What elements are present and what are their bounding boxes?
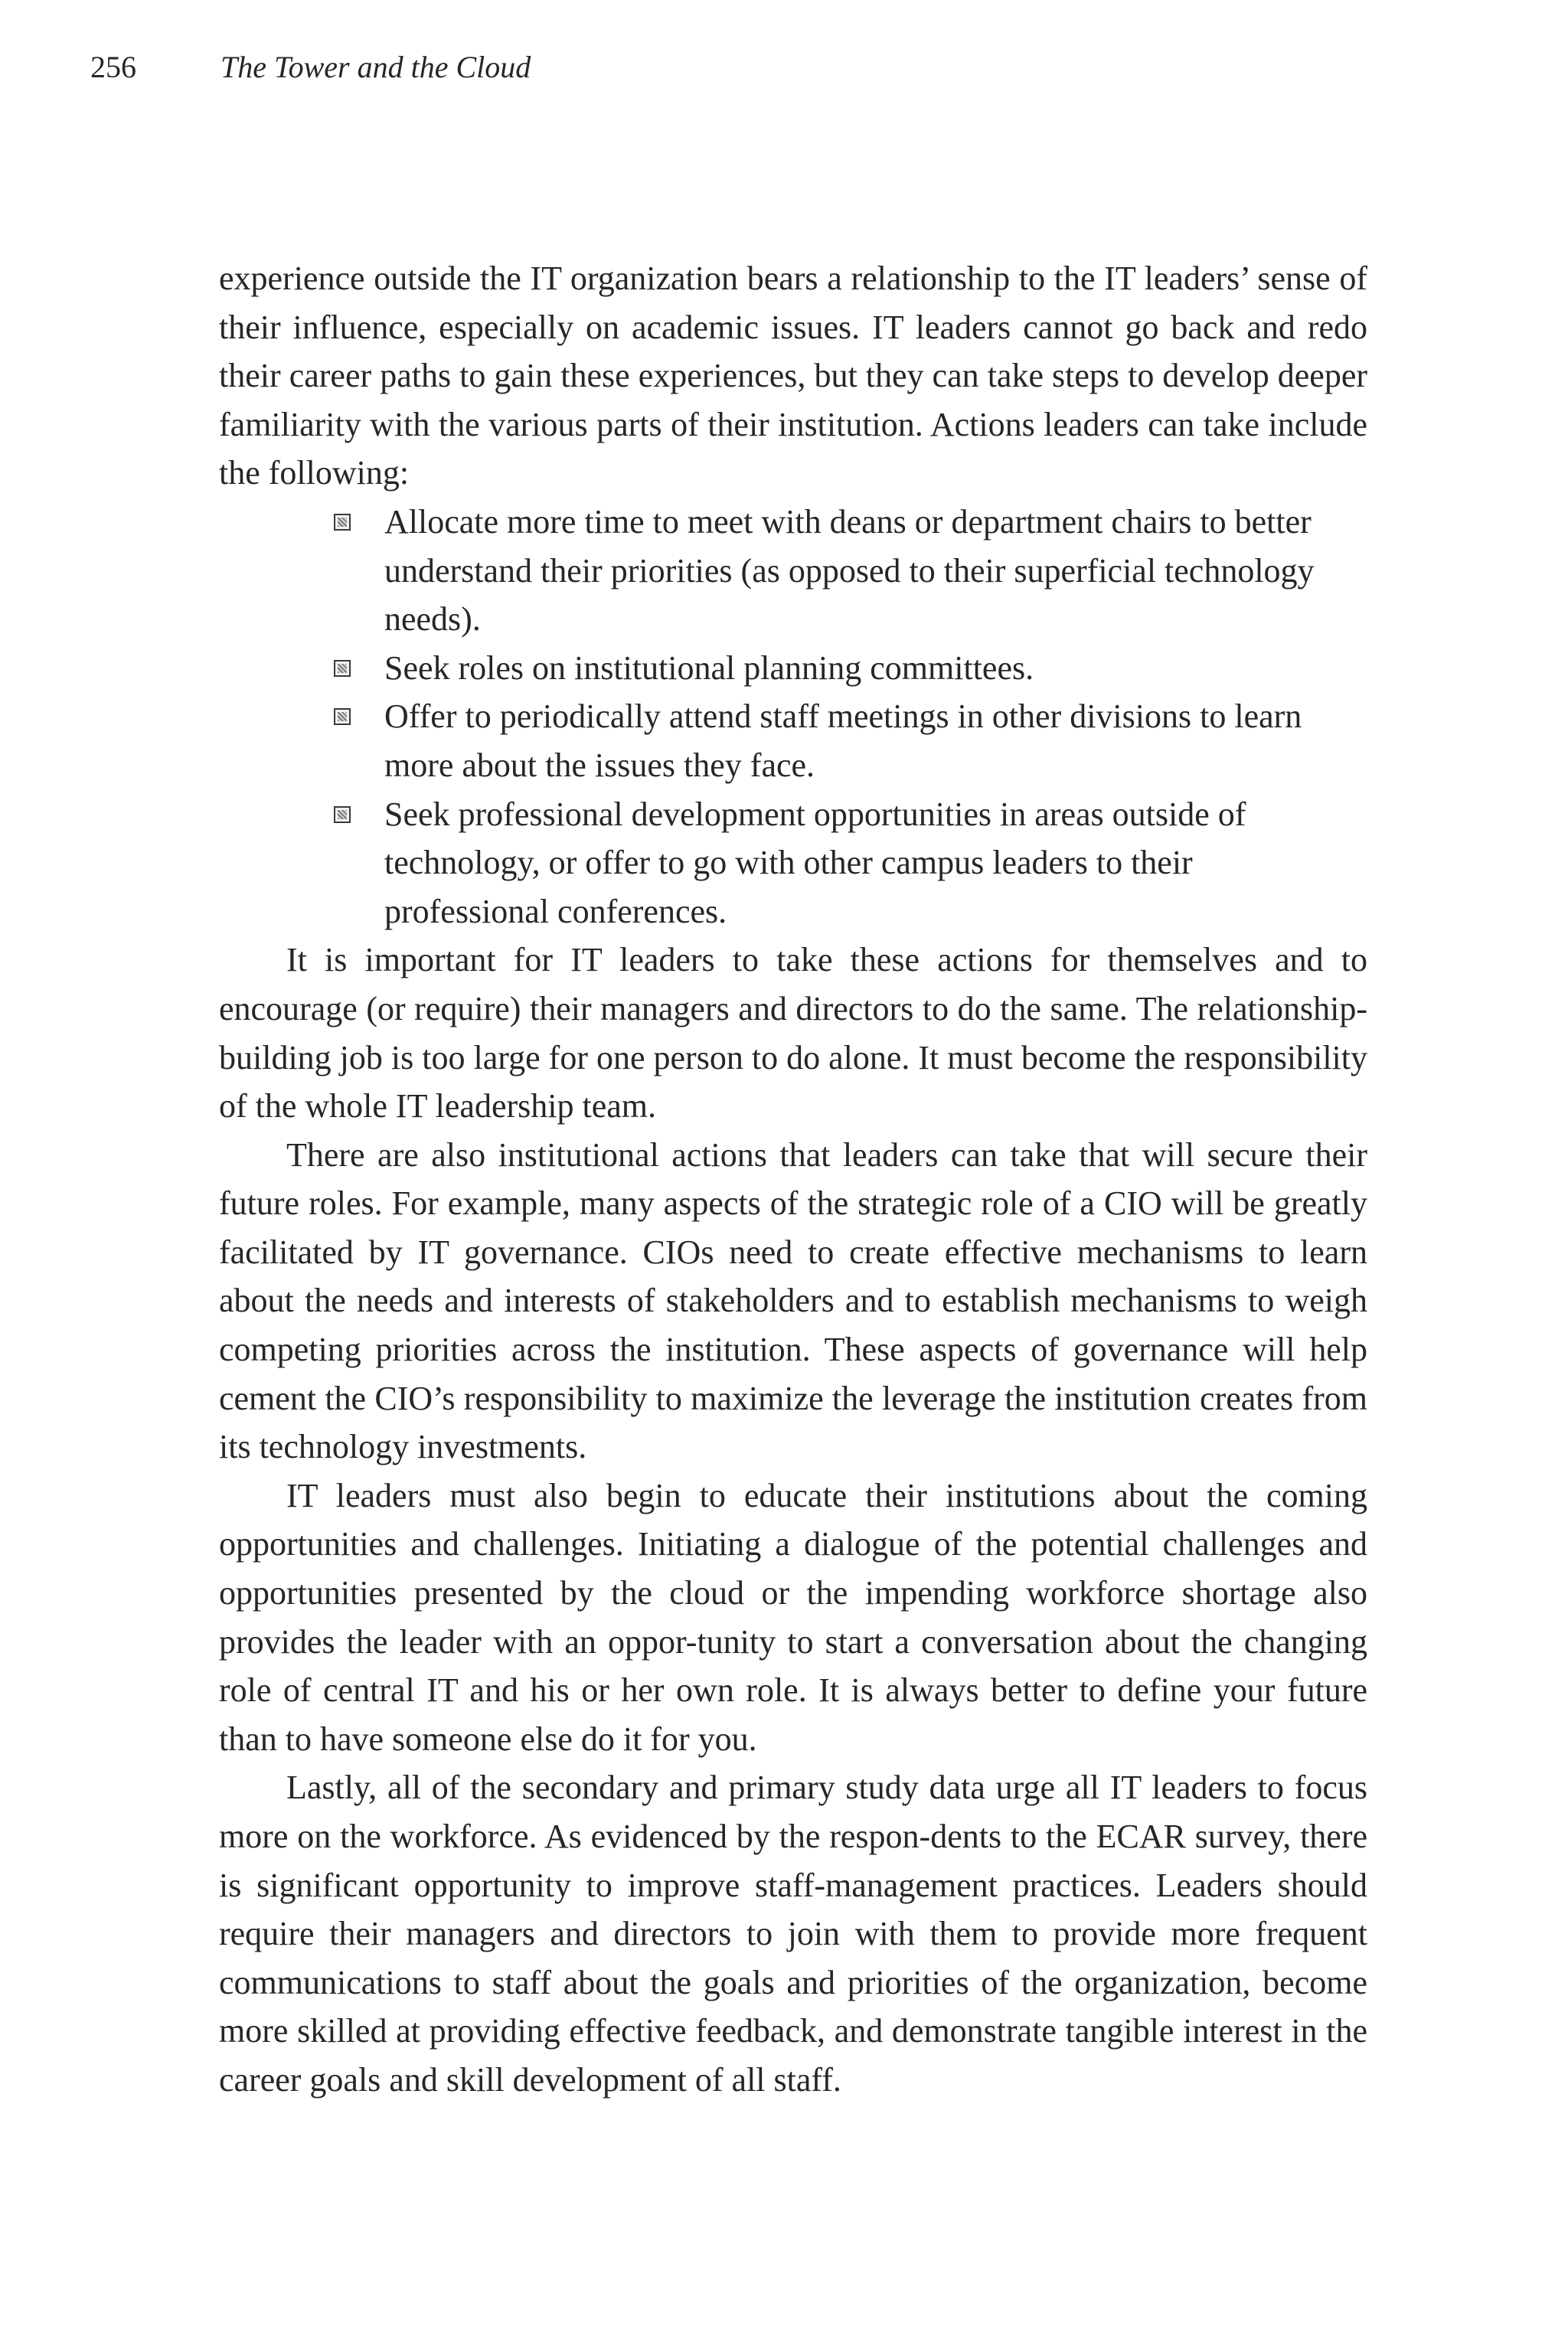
list-item	[334, 644, 1360, 693]
list-item-text: Allocate more time to meet with deans or department chairs to better understand their priorities (as opposed to their superficial technology needs).	[384, 502, 1315, 639]
square-bullet-icon	[334, 660, 351, 677]
list-item	[334, 692, 1360, 789]
book-title: The Tower and the Cloud	[220, 50, 531, 84]
body-text	[219, 254, 1367, 2105]
action-list	[219, 498, 1360, 936]
paragraph-institutional-actions: There are also institutional actions that leaders can take that will secure their future roles. For example, many aspects of the strategic role of a CIO will be greatly facilitated by IT governance. CIOs need to create effective mechanisms to learn about the needs and interests of stakeholders and to establish mechanisms to weigh competing priorities across the institution. These aspects of governance will help cement the CIO’s responsibility to maximize the leverage the institution creates from its technology investments.	[219, 1135, 1367, 1466]
running-head	[90, 49, 531, 86]
square-bullet-icon	[334, 708, 351, 725]
list-item-text: Seek roles on institutional planning committees.	[384, 648, 1034, 687]
list-item-text: Seek professional development opportunities in areas outside of technology, or offer to go with other campus leaders to their professional conferences.	[384, 795, 1246, 930]
list-item-text: Offer to periodically attend staff meetings in other divisions to learn more about the issues they face.	[384, 697, 1302, 784]
page-number: 256	[90, 50, 136, 84]
intro-paragraph: experience outside the IT organization bears a relationship to the IT leaders’ sense of their influence, especially on academic issues. IT leaders cannot go back and redo their career paths to gain these experiences, but they can take steps to develop deeper familiarity with the various parts of their institution. Actions leaders can take include the following:	[219, 260, 1367, 492]
list-item	[334, 498, 1360, 644]
square-bullet-icon	[334, 514, 351, 531]
square-bullet-icon	[334, 806, 351, 823]
list-item	[334, 790, 1360, 936]
paragraph-it-leaders-actions: It is important for IT leaders to take these actions for themselves and to encourage (or require) their managers and directors to do the same. The relationship-building job is too large for one person to do alone. It must become the responsibility of the whole IT leadership team.	[219, 941, 1367, 1125]
paragraph-workforce-focus: Lastly, all of the secondary and primary study data urge all IT leaders to focus more on the workforce. As evidenced by the respon-dents to the ECAR survey, there is significant opportunity to improve staff-management practices. Leaders should require their managers and directors to join with them to provide more frequent communications to staff about the goals and priorities of the organization, become more skilled at providing effective feedback, and demonstrate tangible interest in the career goals and skill development of all staff.	[219, 1769, 1367, 2099]
paragraph-educate-institutions: IT leaders must also begin to educate their institutions about the coming opportunities and challenges. Initiating a dialogue of the potential challenges and opportunities presented by the cloud or the impending workforce shortage also provides the leader with an oppor-tunity to start a conversation about the changing role of central IT and his or her own role. It is always better to define your future than to have someone else do it for you.	[219, 1476, 1367, 1758]
